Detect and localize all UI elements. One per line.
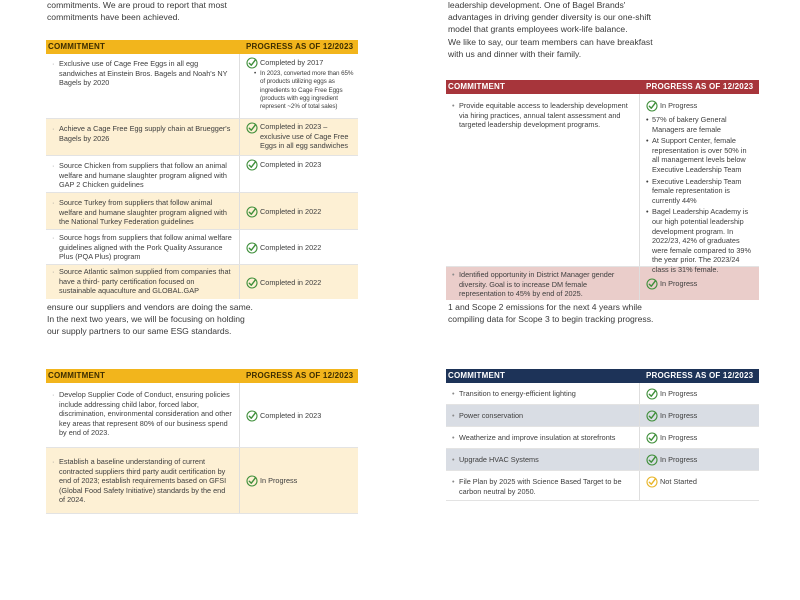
column-header-progress: PROGRESS AS OF 12/2023: [646, 82, 754, 91]
status-text: Completed in 2022: [260, 206, 322, 216]
table-row: · Source Atlantic salmon supplied from companies that have a third- party certification focused on sustainable aquaculture and GLOBAL.GAP Completed in 2022: [46, 265, 358, 299]
table-row: · Source hogs from suppliers that follow animal welfare guidelines aligned with the Pork Quality Assurance Plus (PQA Plus) program Completed in 2022: [46, 230, 358, 265]
table-header: [446, 80, 759, 94]
column-header-commitment: COMMITMENT: [48, 42, 106, 51]
table-row: • Weatherize and improve insulation at storefronts In Progress: [446, 427, 759, 449]
table-row: · Achieve a Cage Free Egg supply chain at Bruegger's Bagels by 2026 Completed in 2023 – exclusive use of Cage Free Eggs in all egg sandwiches: [46, 119, 358, 156]
status-text: In Progress: [660, 455, 698, 465]
paragraph-line: leadership development. One of Bagel Brands': [448, 0, 626, 10]
table-row: · Source Turkey from suppliers that follow animal welfare and humane slaughter program aligned with the National Turkey Federation guidelines Completed in 2022: [46, 193, 358, 230]
commitment-text: Source Turkey from suppliers that follow animal welfare and humane slaughter program aligned with the National Turkey Federation guidelines: [59, 198, 227, 227]
commitment-text: Source hogs from suppliers that follow animal welfare guidelines aligned with the Pork Quality Assurance Plus (PQA Plus) program: [59, 233, 232, 262]
status-text: Completed in 2023 – exclusive use of Cage Free Eggs in all egg sandwiches: [260, 122, 349, 151]
paragraph-line: compiling data for Scope 3 to begin tracking progress.: [448, 314, 654, 325]
table-row: • Identified opportunity in District Manager gender diversity. Goal is to increase DM female representation to 45% by end of 2025. In Progress: [446, 267, 759, 300]
table-row: • Power conservation In Progress: [446, 405, 759, 427]
paragraph-line: We like to say, our team members can have breakfast: [448, 36, 653, 47]
status-text: Completed in 2023: [260, 160, 322, 170]
paragraph-line: our supply partners to our same ESG standards.: [47, 326, 232, 337]
paragraph-line: In the next two years, we will be focusing on holding: [47, 314, 245, 325]
check-circle-icon: [246, 277, 258, 289]
check-circle-icon: [646, 410, 658, 422]
gender-diversity-commitments-table: [446, 80, 759, 300]
supplier-commitments-table: [46, 369, 358, 514]
status-text: In Progress: [660, 411, 698, 421]
emissions-commitments-table: [446, 369, 759, 501]
status-text: In Progress: [660, 433, 698, 443]
column-header-progress: PROGRESS AS OF 12/2023: [646, 371, 754, 380]
check-circle-icon: [246, 242, 258, 254]
check-circle-icon: [646, 100, 658, 112]
commitment-text: File Plan by 2025 with Science Based Target to be carbon neutral by 2050.: [459, 477, 622, 496]
table-header: [46, 369, 358, 383]
check-circle-icon: [246, 475, 258, 487]
emissions-paragraph: [448, 301, 653, 325]
table-row: • Provide equitable access to leadership development via hiring practices, annual talent assessment and targeted leadership development programs. In Progress • 57% of bakery General Managers are female • At Support Center, female representation is over 50% in all management levels below Executive Leadership Team • Executive Leadership Team female representation is currently 44% • Bagel Leadership Academy is our high potential leadership development program. In 2022/23, 42% of graduates were female compared to 39% the year prior. The 2023/24 class is 31% female.: [446, 94, 759, 267]
commitment-text: Establish a baseline understanding of current contracted suppliers third party audit certification by end of 2023; establish requirements based on GFSI (Global Food Safety Initiative) standards by the end of 2024.: [59, 457, 227, 505]
commitment-text: Source Atlantic salmon supplied from companies that have a third- party certification focused on sustainable aquaculture and GLOBAL.GAP: [59, 267, 231, 296]
commitment-text: Provide equitable access to leadership development via hiring practices, annual talent assessment and targeted leadership development programs.: [459, 101, 628, 130]
status-detail: In 2023, converted more than 65% of products utilizing eggs as ingredients to Cage Free Eggs (products with egg ingredient represent ~2% of total sales): [260, 70, 354, 111]
status-text: In Progress: [660, 389, 698, 399]
status-text: Completed in 2023: [260, 410, 322, 420]
check-circle-icon: [646, 454, 658, 466]
column-header-commitment: COMMITMENT: [448, 371, 506, 380]
table-row: • Transition to energy-efficient lighting In Progress: [446, 383, 759, 405]
table-header: [46, 40, 358, 54]
column-header-progress: PROGRESS AS OF 12/2023: [246, 42, 354, 51]
table-row: · Exclusive use of Cage Free Eggs in all egg sandwiches at Einstein Bros. Bagels and Noah's NY Bagels by 2020 Completed by 2017 • In 2023, converted more than 65% of products utilizing eggs as ingredients to Cage Free Eggs (products with egg ingredient represent ~2% of total sales): [46, 54, 358, 119]
status-detail: At Support Center, female representation is over 50% in all management levels below Executive Leadership Team: [652, 136, 747, 174]
check-circle-icon: [246, 57, 258, 69]
status-detail: 57% of bakery General Managers are female: [652, 115, 727, 134]
status-text: In Progress: [260, 476, 298, 486]
status-text: Completed in 2022: [260, 242, 322, 252]
commitment-text: Develop Supplier Code of Conduct, ensuring policies include addressing child labor, forced labor, discrimination, environmental consideration and other key areas that represent 80% of our business spend by end of 2023.: [59, 390, 232, 438]
status-detail: Executive Leadership Team female representation is currently 44%: [652, 176, 742, 205]
status-text: Completed by 2017: [260, 58, 324, 68]
commitment-text: Exclusive use of Cage Free Eggs in all egg sandwiches at Einstein Bros. Bagels and Noah's NY Bagels by 2020: [59, 59, 228, 88]
table-row: · Establish a baseline understanding of current contracted suppliers third party audit certification by end of 2023; establish requirements based on GFSI (Global Food Safety Initiative) standards by the end of 2024. In Progress: [46, 448, 358, 514]
table-row: • File Plan by 2025 with Science Based Target to be carbon neutral by 2050. Not Started: [446, 471, 759, 501]
check-circle-icon: [646, 432, 658, 444]
table-row: • Upgrade HVAC Systems In Progress: [446, 449, 759, 471]
commitment-text: Power conservation: [459, 410, 524, 420]
check-circle-icon: [246, 159, 258, 171]
paragraph-line: model that grants employees work-life balance.: [448, 24, 628, 35]
table-header: [446, 369, 759, 383]
check-circle-icon: [646, 278, 658, 290]
table-row: · Develop Supplier Code of Conduct, ensuring policies include addressing child labor, forced labor, discrimination, environmental consideration and other key areas that represent 80% of our business spend by end of 2023. Completed in 2023: [46, 383, 358, 448]
column-header-commitment: COMMITMENT: [48, 371, 106, 380]
check-circle-icon: [246, 206, 258, 218]
supplier-paragraph: [47, 301, 253, 338]
check-circle-icon: [246, 122, 258, 134]
status-text: In Progress: [660, 101, 698, 111]
check-circle-icon: [246, 410, 258, 422]
paragraph-line: commitments have been achieved.: [47, 12, 180, 23]
status-text: Completed in 2022: [260, 277, 322, 287]
status-text: In Progress: [660, 279, 698, 289]
gender-diversity-paragraph: [448, 0, 653, 60]
paragraph-line: commitments. We are proud to report that most: [47, 0, 227, 10]
commitment-text: Upgrade HVAC Systems: [459, 454, 539, 464]
commitment-text: Achieve a Cage Free Egg supply chain at Bruegger's Bagels by 2026: [59, 124, 231, 143]
paragraph-line: advantages in driving gender diversity is our one-shift: [448, 12, 652, 23]
paragraph-line: ensure our suppliers and vendors are doing the same.: [47, 302, 253, 312]
column-header-commitment: COMMITMENT: [448, 82, 506, 91]
check-circle-icon: [646, 388, 658, 400]
status-text: Not Started: [660, 477, 697, 487]
intro-paragraph-left: [47, 0, 227, 23]
commitment-text: Source Chicken from suppliers that follow an animal welfare and humane slaughter program aligned with GAP 2 Chicken guidelines: [59, 161, 227, 190]
status-detail: Bagel Leadership Academy is our high potential leadership development program. In 2022/23, 42% of graduates were female compared to 39% the year prior. The 2023/24 class is 31% female.: [652, 207, 751, 274]
column-header-progress: PROGRESS AS OF 12/2023: [246, 371, 354, 380]
commitment-text: Weatherize and improve insulation at storefronts: [459, 432, 616, 442]
check-circle-yellow-icon: [646, 476, 658, 488]
animal-welfare-commitments-table: [46, 40, 358, 299]
paragraph-line: 1 and Scope 2 emissions for the next 4 years while: [448, 302, 642, 312]
commitment-text: Transition to energy-efficient lighting: [459, 388, 576, 398]
commitment-text: Identified opportunity in District Manager gender diversity. Goal is to increase DM female representation to 45% by end of 2025.: [459, 270, 615, 299]
table-row: · Source Chicken from suppliers that follow an animal welfare and humane slaughter program aligned with GAP 2 Chicken guidelines Completed in 2023: [46, 156, 358, 193]
paragraph-line: with us and dinner with their family.: [448, 48, 582, 59]
